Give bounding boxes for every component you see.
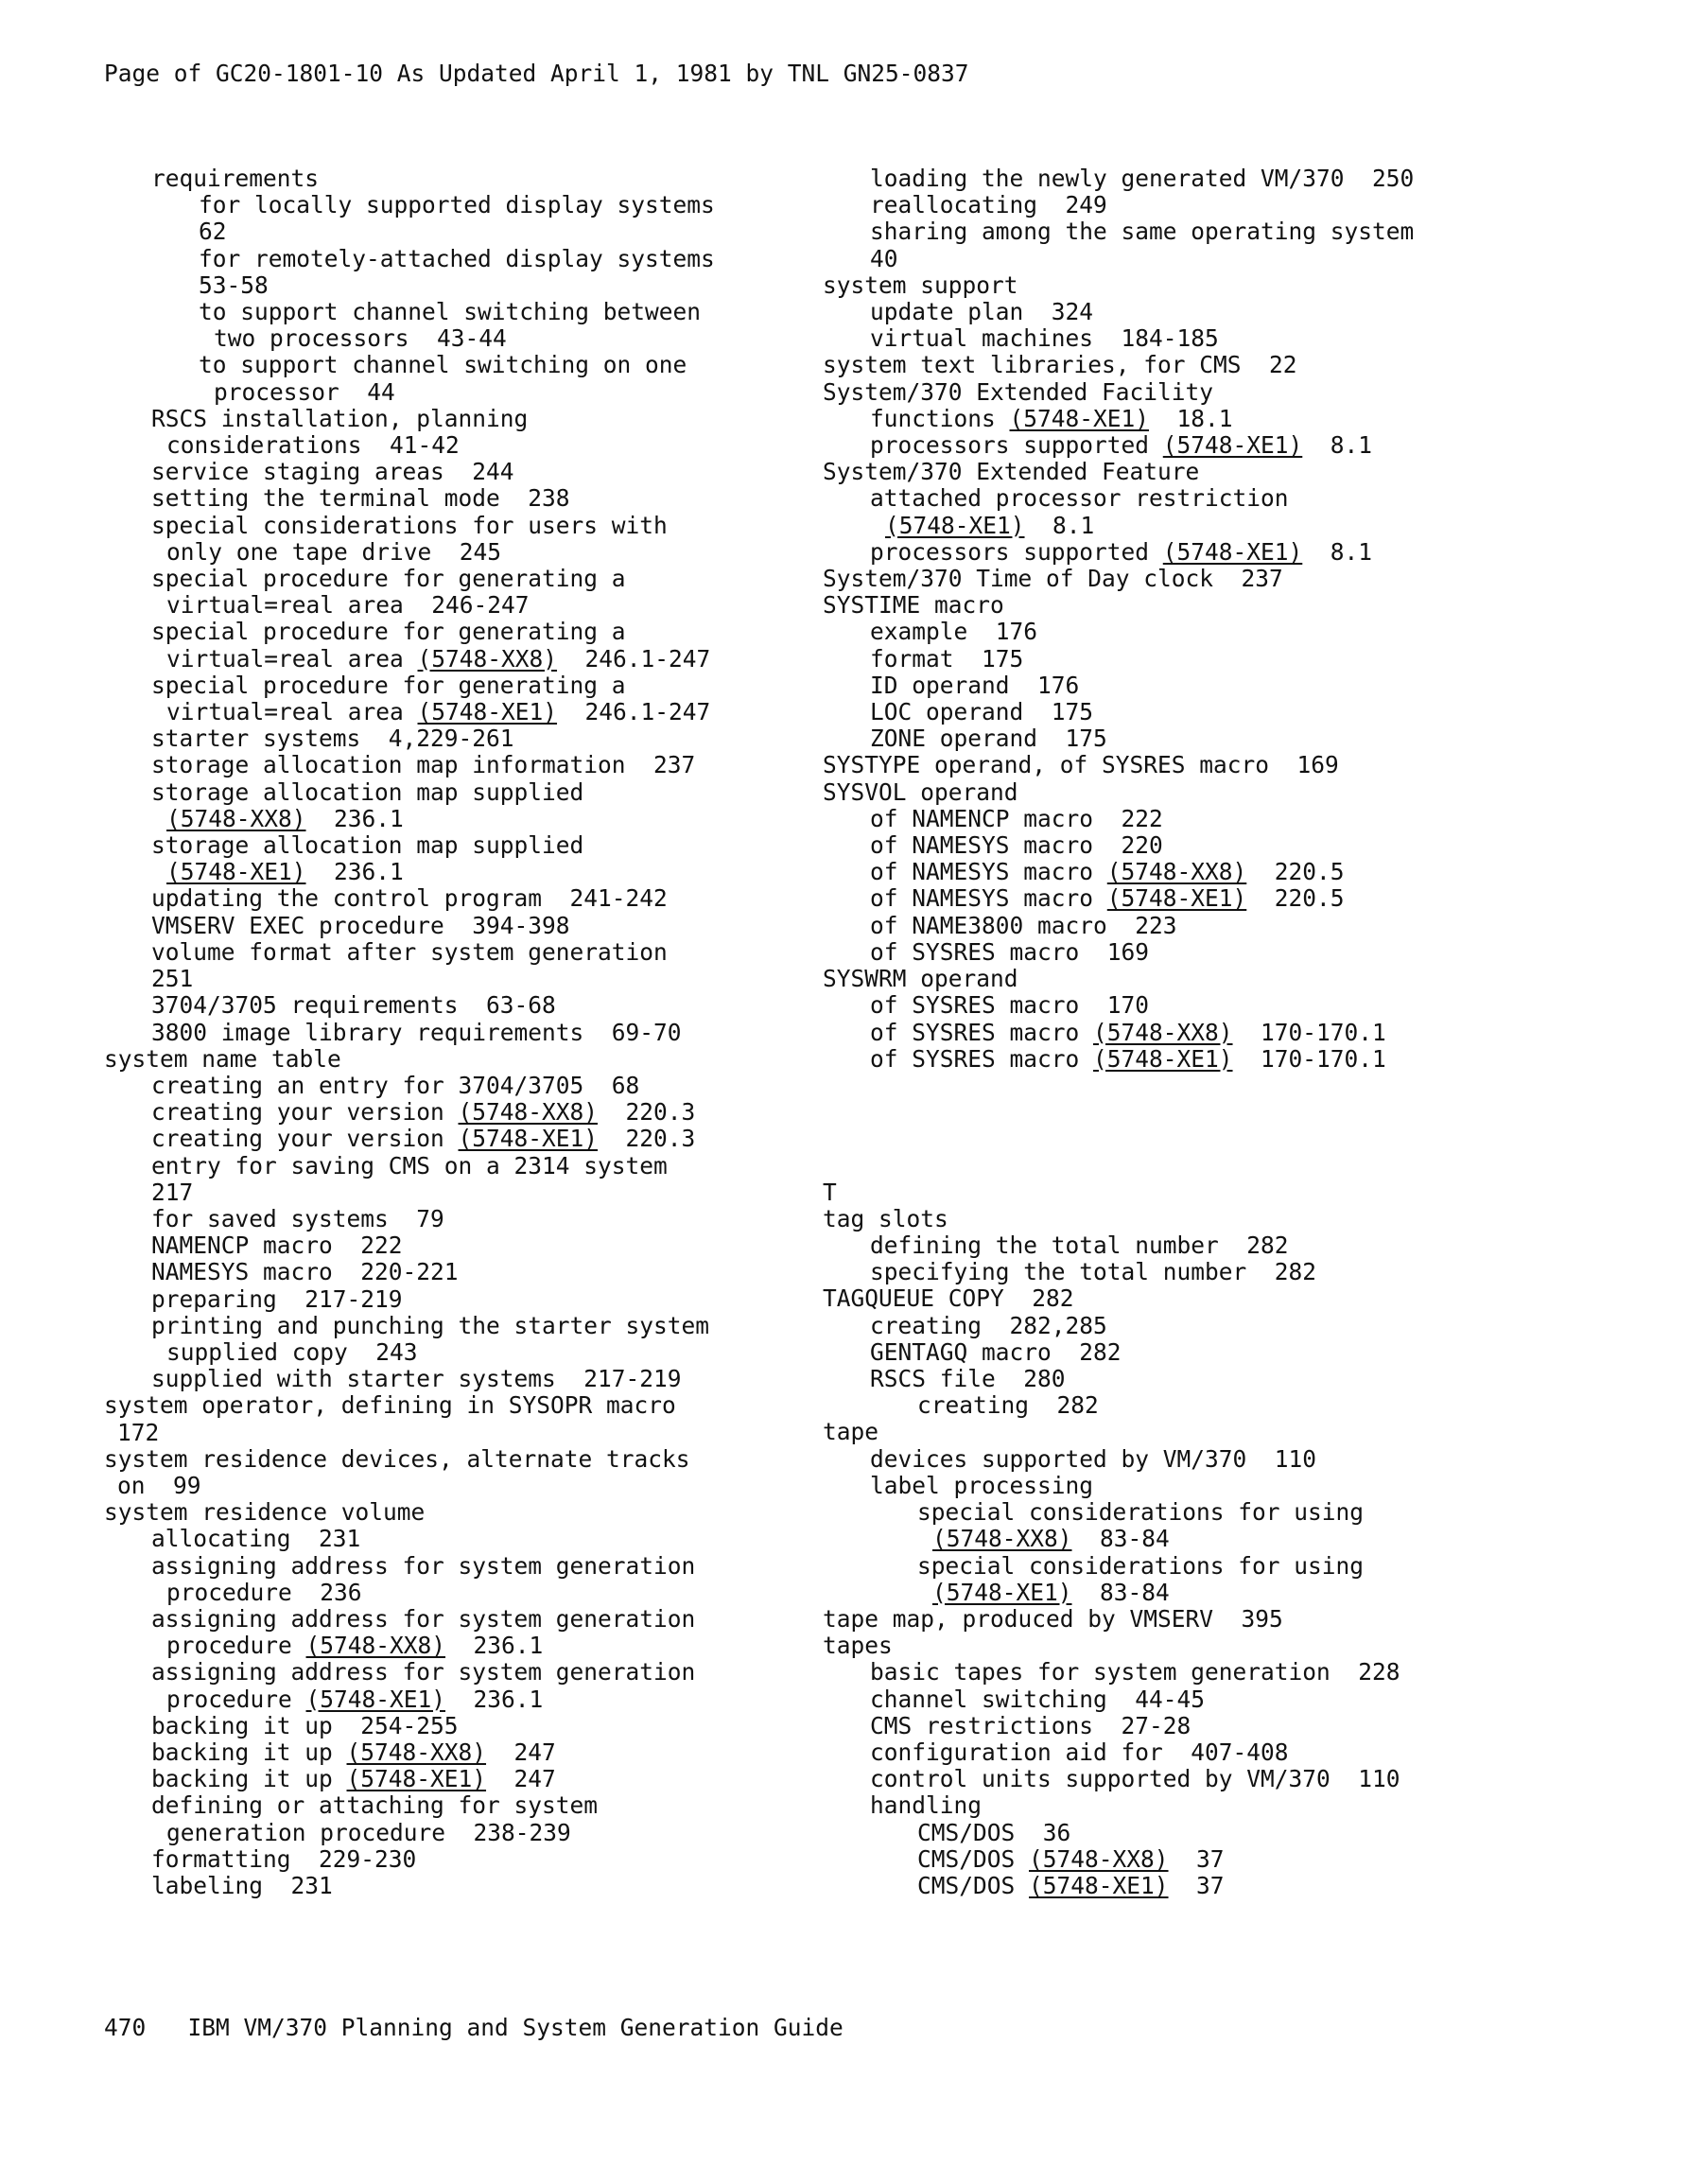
index-entry: RSCS installation, planning — [151, 404, 529, 432]
index-entry: on 99 — [117, 1471, 201, 1499]
index-entry: devices supported by VM/370 110 — [870, 1444, 1317, 1473]
index-entry: special considerations for users with — [151, 511, 668, 539]
index-entry-text: of SYSRES macro — [870, 1044, 1094, 1073]
index-entry: NAMENCP macro 222 — [151, 1232, 403, 1260]
index-entry: generation procedure 238-239 — [166, 1818, 571, 1846]
program-number: (5748-XX8) — [305, 1632, 446, 1660]
index-entry: setting the terminal mode 238 — [151, 484, 570, 513]
index-entry: loading the newly generated VM/370 250 — [870, 165, 1415, 192]
page-reference: 236.1 — [445, 1685, 544, 1713]
index-entry: 3800 image library requirements 69-70 — [151, 1018, 682, 1046]
index-entry — [823, 859, 1608, 885]
program-number: (5748-XX8) — [1106, 858, 1247, 886]
index-entry: special procedure for generating a — [151, 618, 626, 646]
index-entry: 62 — [199, 218, 227, 246]
program-number: (5748-XE1) — [1106, 884, 1247, 913]
index-entry: System/370 Extended Facility — [823, 377, 1214, 406]
index-entry: of NAMENCP macro 222 — [870, 804, 1163, 832]
program-number: (5748-XE1) — [1029, 1871, 1169, 1899]
page-reference: 83-84 — [1071, 1578, 1170, 1606]
index-entry: for remotely-attached display systems — [199, 244, 715, 272]
program-number: (5748-XX8) — [346, 1738, 487, 1766]
index-entry: TAGQUEUE COPY 282 — [823, 1284, 1074, 1313]
index-entry: requirements — [151, 165, 320, 192]
program-number: (5748-XX8) — [166, 804, 306, 832]
page-reference: 247 — [486, 1765, 556, 1793]
index-entry — [104, 859, 785, 885]
index-entry: entry for saving CMS on a 2314 system — [151, 1151, 668, 1179]
index-entry: handling — [870, 1791, 983, 1820]
program-number: (5748-XX8) — [1029, 1844, 1169, 1873]
program-number: (5748-XX8) — [458, 1098, 599, 1127]
index-entry — [104, 1766, 785, 1792]
index-entry — [823, 1046, 1608, 1073]
program-number: (5748-XE1) — [932, 1578, 1072, 1606]
program-number: (5748-XX8) — [932, 1525, 1072, 1553]
page-footer — [104, 2014, 844, 2041]
index-entry: GENTAGQ macro 282 — [870, 1337, 1122, 1366]
program-number: (5748-XE1) — [458, 1125, 599, 1153]
page-reference: 83-84 — [1071, 1525, 1170, 1553]
index-entry — [104, 1099, 785, 1126]
program-number: (5748-XX8) — [417, 644, 558, 673]
index-entry: 53-58 — [199, 271, 269, 299]
index-entry: ID operand 176 — [870, 671, 1080, 699]
index-entry-text: processors supported — [870, 537, 1163, 566]
index-entry: 251 — [151, 965, 194, 993]
index-entry: volume format after system generation — [151, 937, 668, 966]
index-entry: update plan 324 — [870, 298, 1094, 326]
index-entry: preparing 217-219 — [151, 1284, 403, 1313]
index-entry: of NAME3800 macro 223 — [870, 911, 1177, 939]
index-entry: procedure 236 — [166, 1578, 362, 1606]
index-entry: SYSVOL operand — [823, 778, 1018, 806]
index-entry-text: virtual=real area — [166, 644, 418, 673]
index-entry: NAMESYS macro 220-221 — [151, 1258, 459, 1286]
index-entry: system residence devices, alternate tracks — [104, 1444, 690, 1473]
program-number: (5748-XE1) — [1162, 431, 1303, 460]
index-entry: format 175 — [870, 644, 1024, 673]
index-entry: 217 — [151, 1178, 194, 1206]
index-entry: LOC operand 175 — [870, 698, 1094, 726]
index-entry: only one tape drive 245 — [166, 537, 502, 566]
page-reference: 220.5 — [1246, 858, 1345, 886]
index-entry — [823, 406, 1608, 432]
program-number: (5748-XE1) — [166, 858, 306, 886]
index-entry: tape map, produced by VMSERV 395 — [823, 1604, 1283, 1633]
index-entry: T — [823, 1178, 837, 1206]
index-entry-text: creating your version — [151, 1125, 459, 1153]
index-entry: CMS/DOS 36 — [917, 1818, 1071, 1846]
index-entry: SYSWRM operand — [823, 965, 1018, 993]
index-entry — [823, 1099, 1608, 1126]
index-entry: 3704/3705 requirements 63-68 — [151, 991, 556, 1020]
index-entry — [104, 1739, 785, 1766]
index-entry: RSCS file 280 — [870, 1365, 1066, 1393]
index-entry — [104, 806, 785, 832]
index-entry-text: backing it up — [151, 1765, 347, 1793]
index-entry — [104, 1126, 785, 1152]
index-entry — [823, 1873, 1608, 1899]
book-title: IBM VM/370 Planning and System Generation Guide — [187, 2014, 844, 2041]
program-number: (5748-XE1) — [1009, 404, 1150, 432]
index-entry: channel switching 44-45 — [870, 1685, 1206, 1713]
index-entry-text: CMS/DOS — [917, 1871, 1030, 1899]
index-entry: system support — [823, 271, 1018, 299]
index-entry: virtual machines 184-185 — [870, 324, 1219, 353]
index-entry-text: of NAMESYS macro — [870, 884, 1107, 913]
index-entry: starter systems 4,229-261 — [151, 725, 514, 753]
page-reference: 8.1 — [1302, 431, 1373, 460]
index-entry: creating an entry for 3704/3705 68 — [151, 1071, 640, 1099]
page-reference: 246.1-247 — [557, 698, 711, 726]
index-column-left — [104, 166, 785, 1899]
index-entry: special considerations for using — [917, 1498, 1365, 1527]
index-entry: special procedure for generating a — [151, 671, 626, 699]
index-entry — [823, 1580, 1608, 1606]
index-entry-text: backing it up — [151, 1738, 347, 1766]
index-entry: storage allocation map supplied — [151, 831, 584, 860]
index-entry — [104, 646, 785, 673]
index-entry: defining the total number 282 — [870, 1232, 1289, 1260]
page-reference: 8.1 — [1024, 511, 1095, 539]
index-entry: VMSERV EXEC procedure 394-398 — [151, 911, 570, 939]
index-entry: supplied with starter systems 217-219 — [151, 1365, 682, 1393]
index-entry: System/370 Extended Feature — [823, 458, 1200, 486]
index-entry — [104, 699, 785, 725]
index-entry: control units supported by VM/370 110 — [870, 1765, 1400, 1793]
program-number: (5748-XE1) — [885, 511, 1025, 539]
program-number: (5748-XE1) — [1093, 1044, 1233, 1073]
index-entry: storage allocation map supplied — [151, 778, 584, 806]
index-entry: assigning address for system generation — [151, 1604, 696, 1633]
running-header: Page of GC20-1801-10 As Updated April 1, 1981 by TNL GN25-0837 — [104, 60, 969, 87]
index-entry: for locally supported display systems — [199, 191, 715, 219]
page-reference: 220.3 — [598, 1098, 696, 1127]
program-number: (5748-XE1) — [417, 698, 558, 726]
index-entry: attached processor restriction — [870, 484, 1289, 513]
page-reference: 170-170.1 — [1232, 1018, 1386, 1046]
index-entry: system operator, defining in SYSOPR macro — [104, 1391, 676, 1420]
index-entry: of SYSRES macro 169 — [870, 937, 1150, 966]
page-reference: 18.1 — [1149, 404, 1233, 432]
index-entry: assigning address for system generation — [151, 1658, 696, 1686]
index-entry — [823, 1152, 1608, 1179]
index-entry: printing and punching the starter system — [151, 1311, 710, 1339]
page-number: 470 — [104, 2014, 147, 2041]
index-entry-text: functions — [870, 404, 1010, 432]
index-entry: considerations 41-42 — [166, 431, 460, 460]
index-entry — [104, 1686, 785, 1713]
index-entry-text: procedure — [166, 1685, 306, 1713]
index-entry: allocating 231 — [151, 1525, 361, 1553]
index-entry: tag slots — [823, 1204, 948, 1232]
index-entry-text: processors supported — [870, 431, 1163, 460]
index-entry — [823, 1846, 1608, 1873]
index-entry: creating 282,285 — [870, 1311, 1107, 1339]
index-entry: tape — [823, 1418, 879, 1446]
index-entry: tapes — [823, 1632, 893, 1660]
index-entry: sharing among the same operating system — [870, 218, 1415, 246]
index-entry: configuration aid for 407-408 — [870, 1738, 1289, 1766]
index-entry — [823, 1526, 1608, 1552]
program-number: (5748-XE1) — [1162, 537, 1303, 566]
index-entry: supplied copy 243 — [166, 1337, 418, 1366]
index-entry: specifying the total number 282 — [870, 1258, 1317, 1286]
index-entry-text: CMS/DOS — [917, 1844, 1030, 1873]
index-entry: basic tapes for system generation 228 — [870, 1658, 1400, 1686]
index-entry: SYSTIME macro — [823, 591, 1004, 620]
index-entry: creating 282 — [917, 1391, 1099, 1420]
index-entry: defining or attaching for system — [151, 1791, 599, 1820]
index-entry: storage allocation map information 237 — [151, 751, 696, 779]
index-entry — [823, 513, 1608, 539]
page-reference: 170-170.1 — [1232, 1044, 1386, 1073]
index-entry — [823, 1020, 1608, 1046]
index-entry: SYSTYPE operand, of SYSRES macro 169 — [823, 751, 1339, 779]
page-reference: 37 — [1168, 1871, 1225, 1899]
index-entry: special procedure for generating a — [151, 565, 626, 593]
index-entry-text: of NAMESYS macro — [870, 858, 1107, 886]
index-entry-text: of SYSRES macro — [870, 1018, 1094, 1046]
page-reference: 236.1 — [445, 1632, 544, 1660]
index-entry: to support channel switching on one — [199, 351, 687, 379]
page-reference: 220.3 — [598, 1125, 696, 1153]
index-entry: two processors 43-44 — [214, 324, 507, 353]
page-reference: 236.1 — [305, 804, 404, 832]
index-entry: labeling 231 — [151, 1872, 333, 1899]
index-entry: to support channel switching between — [199, 298, 702, 326]
index-entry: updating the control program 241-242 — [151, 884, 668, 913]
index-entry: label processing — [870, 1471, 1094, 1499]
index-entry-text: virtual=real area — [166, 698, 418, 726]
index-entry: example 176 — [870, 618, 1038, 646]
page-reference: 37 — [1168, 1844, 1225, 1873]
index-entry: system residence volume — [104, 1498, 426, 1527]
index-entry: of SYSRES macro 170 — [870, 991, 1150, 1020]
index-entry: assigning address for system generation — [151, 1551, 696, 1580]
page-reference: 236.1 — [305, 858, 404, 886]
index-entry: special considerations for using — [917, 1551, 1365, 1580]
index-entry-text: creating your version — [151, 1098, 459, 1127]
index-entry: backing it up 254-255 — [151, 1711, 459, 1739]
index-entry: formatting 229-230 — [151, 1844, 417, 1873]
index-entry — [823, 539, 1608, 566]
page-reference: 220.5 — [1246, 884, 1345, 913]
index-entry: system text libraries, for CMS 22 — [823, 351, 1297, 379]
program-number: (5748-XE1) — [346, 1765, 487, 1793]
index-entry: of NAMESYS macro 220 — [870, 831, 1163, 860]
index-entry-text: procedure — [166, 1632, 306, 1660]
index-column-right — [823, 166, 1608, 1899]
page-reference: 246.1-247 — [557, 644, 711, 673]
index-entry: for saved systems 79 — [151, 1204, 444, 1232]
index-entry: system name table — [104, 1044, 341, 1073]
index-entry: reallocating 249 — [870, 191, 1107, 219]
page-reference: 247 — [486, 1738, 556, 1766]
index-entry — [823, 1073, 1608, 1099]
index-entry: processor 44 — [214, 377, 395, 406]
page-reference: 8.1 — [1302, 537, 1373, 566]
index-entry — [823, 432, 1608, 459]
index-entry: 40 — [870, 244, 898, 272]
program-number: (5748-XE1) — [305, 1685, 446, 1713]
index-entry: ZONE operand 175 — [870, 725, 1107, 753]
index-entry — [823, 1126, 1608, 1152]
index-entry: virtual=real area 246-247 — [166, 591, 530, 620]
index-entry: 172 — [117, 1418, 160, 1446]
index-entry — [823, 885, 1608, 912]
program-number: (5748-XX8) — [1093, 1018, 1233, 1046]
index-entry: System/370 Time of Day clock 237 — [823, 565, 1283, 593]
index-entry: CMS restrictions 27-28 — [870, 1711, 1191, 1739]
index-entry — [104, 1633, 785, 1659]
index-entry: service staging areas 244 — [151, 458, 514, 486]
